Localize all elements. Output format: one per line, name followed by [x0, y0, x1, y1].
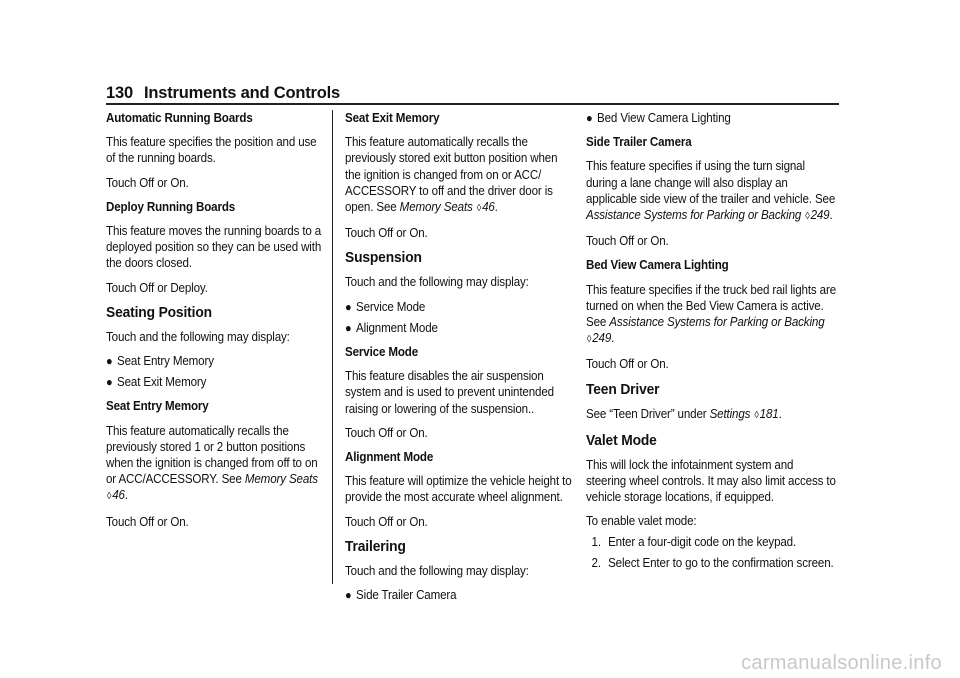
page-reference[interactable]: 46: [482, 200, 495, 215]
paragraph: To enable valet mode:: [586, 514, 697, 529]
subheading-seat-entry-memory: Seat Entry Memory: [106, 399, 209, 414]
heading-suspension: Suspension: [345, 249, 422, 267]
page-ref-arrow-icon: ◊: [754, 409, 759, 421]
subheading-alignment-mode: Alignment Mode: [345, 450, 434, 465]
watermark: carmanualsonline.info: [741, 652, 942, 674]
paragraph: This feature specifies if using the turn signal during a lane change will also display an applicable side view of the trailer and vehicle. See Assistance Systems for Parking or Backing ◊249.: [586, 159, 836, 223]
subheading-service-mode: Service Mode: [345, 345, 419, 360]
paragraph: Touch Off or On.: [345, 514, 428, 529]
page-reference[interactable]: 249: [810, 208, 830, 223]
page-ref-arrow-icon: ◊: [476, 203, 482, 215]
page-ref-arrow-icon: ◊: [106, 491, 112, 503]
paragraph: This feature disables the air suspension system and is used to prevent unintended raising or lowering of the suspension..: [345, 369, 554, 416]
column-divider: [332, 110, 333, 584]
page-ref-arrow-icon: ◊: [805, 211, 810, 223]
column-1: [106, 110, 322, 538]
paragraph: This feature moves the running boards to a deployed position so they can be used with the doors closed.: [106, 224, 322, 271]
cross-reference-link[interactable]: Memory Seats: [244, 472, 318, 487]
page-reference[interactable]: 46: [112, 488, 125, 503]
paragraph: This will lock the infotainment system and steering wheel controls. It may also limit access to vehicle storage locations, if equipped.: [586, 457, 836, 505]
list-item: ● Bed View Camera Lighting: [586, 111, 731, 125]
list-item: ● Seat Entry Memory: [106, 354, 214, 369]
list-item: ● Side Trailer Camera: [345, 588, 457, 603]
cross-reference-link[interactable]: Assistance Systems for Parking or Backing: [586, 208, 802, 223]
heading-teen-driver: Teen Driver: [586, 380, 660, 398]
paragraph: This feature automatically recalls the previously stored exit button position when the ignition is changed from on or ACC/ ACCESSORY to off and the driver door is open. See Memory Seats ◊46.: [345, 135, 558, 215]
subheading-deploy-running-boards: Deploy Running Boards: [106, 199, 236, 214]
paragraph: Touch Off or On.: [345, 425, 428, 440]
bullet-icon: ●: [345, 320, 352, 335]
list-item: ● Alignment Mode: [345, 320, 438, 335]
section-title: Instruments and Controls: [144, 84, 340, 102]
paragraph: Touch and the following may display:: [345, 563, 529, 578]
page-reference[interactable]: 249: [592, 331, 612, 346]
bullet-icon: ●: [345, 588, 352, 603]
subheading-side-trailer-camera: Side Trailer Camera: [586, 135, 692, 150]
paragraph: Touch Off or On.: [106, 175, 189, 190]
bullet-icon: ●: [106, 375, 113, 390]
paragraph: Touch Off or On.: [106, 514, 189, 529]
subheading-seat-exit-memory: Seat Exit Memory: [345, 111, 440, 125]
bullet-icon: ●: [345, 299, 352, 314]
paragraph: Touch Off or On.: [586, 234, 669, 249]
paragraph: This feature specifies the position and use of the running boards.: [106, 135, 317, 166]
paragraph: Touch and the following may display:: [106, 329, 290, 344]
page-number: 130: [106, 84, 133, 102]
cross-reference-link[interactable]: Settings: [709, 406, 751, 421]
cross-reference-link[interactable]: Memory Seats: [399, 200, 473, 215]
column-3: [586, 110, 836, 576]
bullet-icon: ●: [586, 111, 593, 125]
heading-valet-mode: Valet Mode: [586, 431, 657, 449]
subheading-automatic-running-boards: Automatic Running Boards: [106, 111, 253, 125]
list-item: ● Seat Exit Memory: [106, 375, 207, 390]
list-item: 1. Enter a four-digit code on the keypad.: [591, 534, 797, 549]
header-rule: [106, 103, 839, 105]
column-2: [345, 110, 573, 608]
subheading-bed-view-camera-lighting: Bed View Camera Lighting: [586, 258, 729, 273]
paragraph: This feature specifies if the truck bed rail lights are turned on when the Bed View Camera is active. See Assistance Systems for Parking or Backing ◊249.: [586, 282, 837, 346]
paragraph: Touch Off or Deploy.: [106, 280, 208, 295]
cross-reference-link[interactable]: Assistance Systems for Parking or Backing: [609, 315, 825, 330]
list-item: ● Service Mode: [345, 299, 426, 314]
bullet-icon: ●: [106, 354, 113, 369]
page-header: [106, 84, 839, 104]
paragraph: Touch and the following may display:: [345, 275, 529, 290]
paragraph: Touch Off or On.: [345, 226, 428, 241]
paragraph: This feature will optimize the vehicle height to provide the most accurate wheel alignment.: [345, 474, 572, 505]
paragraph: This feature automatically recalls the previously stored 1 or 2 button positions when the ignition is changed from off to on or ACC/ACCESSORY. See Memory Seats ◊46.: [106, 423, 318, 503]
list-item: 2. Select Enter to go to the confirmation screen.: [591, 555, 834, 570]
paragraph: Touch Off or On.: [586, 357, 669, 372]
heading-trailering: Trailering: [345, 537, 406, 555]
heading-seating-position: Seating Position: [106, 303, 212, 321]
page-ref-arrow-icon: ◊: [586, 334, 592, 346]
page-reference[interactable]: 181: [759, 406, 779, 421]
paragraph: See “Teen Driver” under Settings ◊181.: [586, 406, 782, 421]
